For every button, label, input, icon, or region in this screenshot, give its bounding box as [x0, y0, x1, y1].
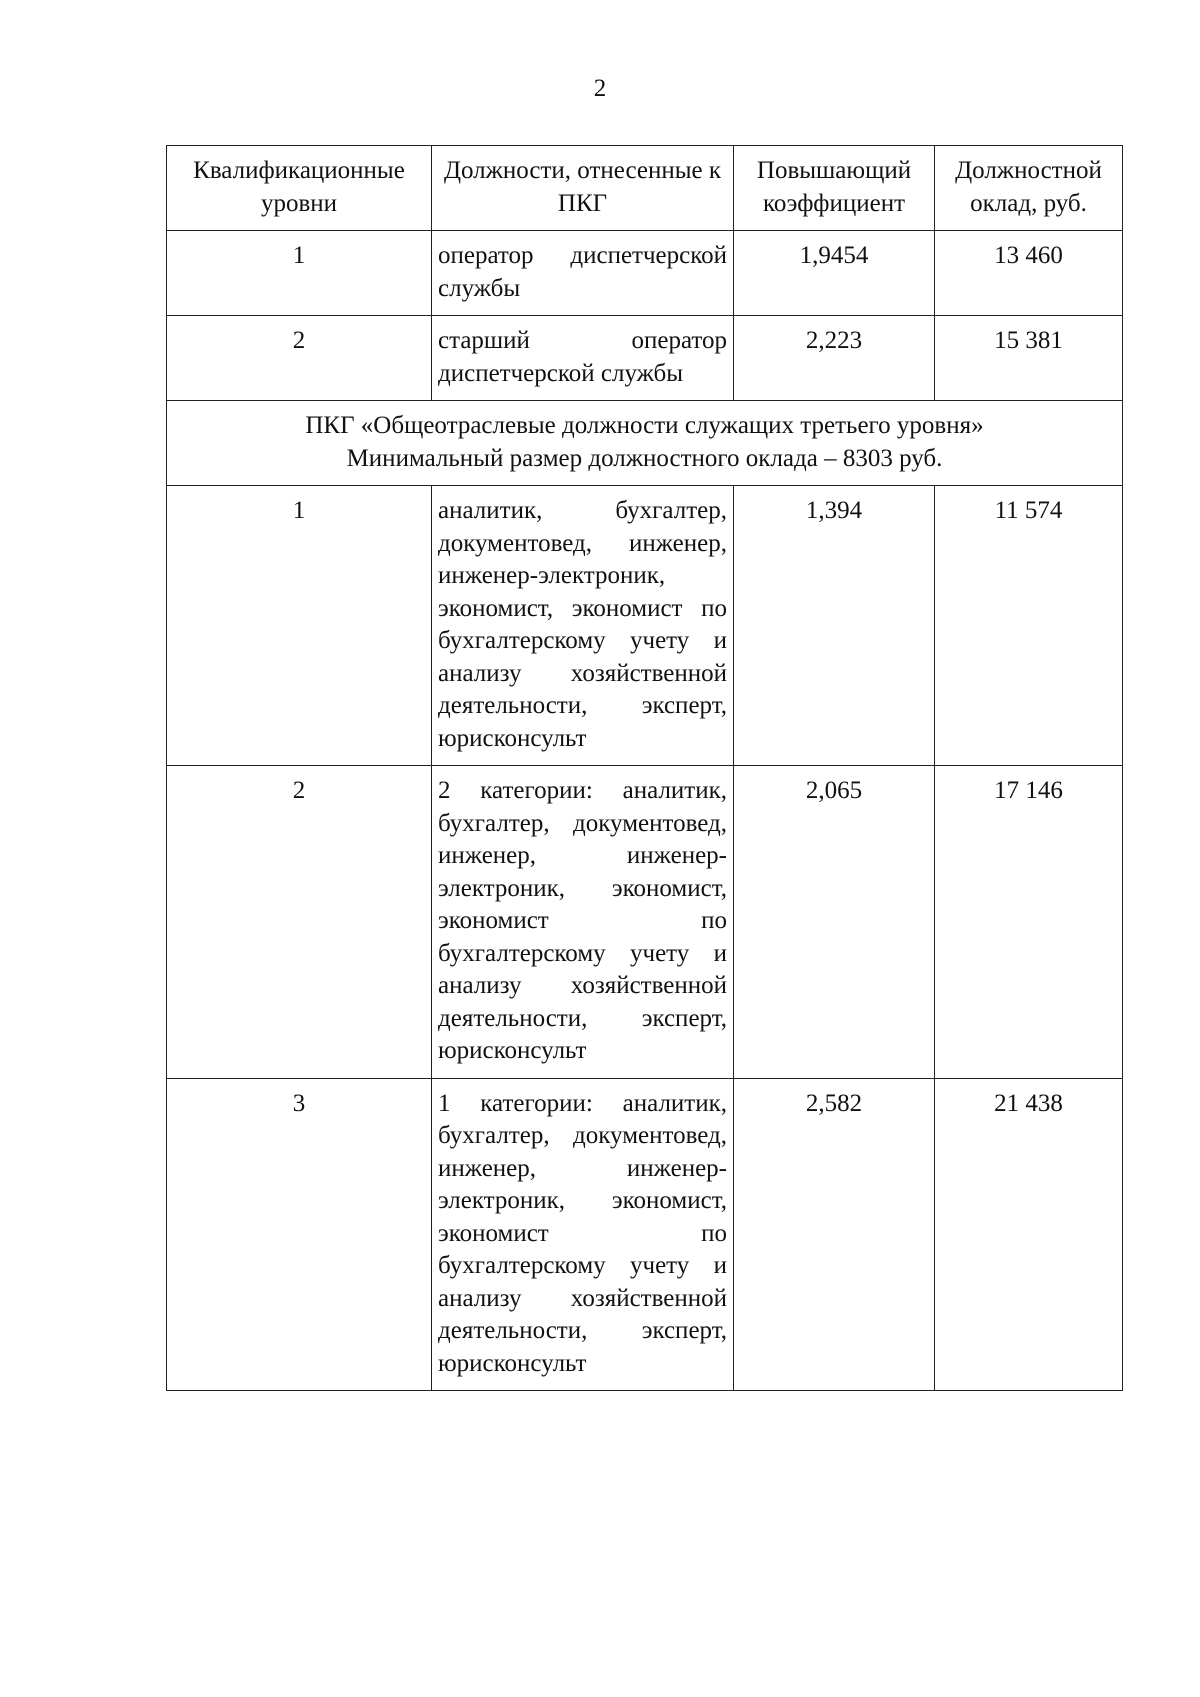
table-row	[167, 1078, 1123, 1391]
page-number: 2	[593, 75, 607, 102]
row-coefficient: 2,065	[734, 766, 935, 1079]
table-row	[167, 231, 1123, 316]
row-positions: 1 категории: аналитик, бухгалтер, документовед, инженер, инженер-электроник, экономист, экономист по бухгалтерскому учету и анализу хозяйственной деятельности, эксперт, юрисконсульт	[432, 1078, 734, 1391]
row-salary: 13 460	[935, 231, 1123, 316]
row-level: 1	[167, 231, 432, 316]
salary-table	[166, 145, 1123, 1391]
row-level: 3	[167, 1078, 432, 1391]
row-salary: 15 381	[935, 316, 1123, 401]
row-positions: оператор диспетчерской службы	[432, 231, 734, 316]
header-salary: Должностной оклад, руб.	[935, 146, 1123, 231]
row-salary: 17 146	[935, 766, 1123, 1079]
row-coefficient: 2,223	[734, 316, 935, 401]
row-positions: аналитик, бухгалтер, документовед, инженер, инженер-электроник, экономист, экономист по бухгалтерскому учету и анализу хозяйственной деятельности, эксперт, юрисконсульт	[432, 486, 734, 766]
row-salary: 11 574	[935, 486, 1123, 766]
row-coefficient: 1,9454	[734, 231, 935, 316]
table-header-row	[167, 146, 1123, 231]
header-coefficient: Повышающий коэффициент	[734, 146, 935, 231]
row-level: 1	[167, 486, 432, 766]
row-level: 2	[167, 766, 432, 1079]
row-coefficient: 2,582	[734, 1078, 935, 1391]
group-header-cell	[167, 401, 1123, 486]
table-row	[167, 766, 1123, 1079]
group-min-salary: Минимальный размер должностного оклада – 8303 руб.	[346, 444, 943, 472]
header-levels: Квалификационные уровни	[167, 146, 432, 231]
group-header-row	[167, 401, 1123, 486]
row-level: 2	[167, 316, 432, 401]
row-positions: старший оператор диспетчерской службы	[432, 316, 734, 401]
group-title: ПКГ «Общеотраслевые должности служащих третьего уровня»	[305, 412, 984, 439]
row-coefficient: 1,394	[734, 486, 935, 766]
table-row	[167, 486, 1123, 766]
row-salary: 21 438	[935, 1078, 1123, 1391]
table-row	[167, 316, 1123, 401]
header-positions: Должности, отнесенные к ПКГ	[432, 146, 734, 231]
row-positions: 2 категории: аналитик, бухгалтер, документовед, инженер, инженер-электроник, экономист, экономист по бухгалтерскому учету и анализу хозяйственной деятельности, эксперт, юрисконсульт	[432, 766, 734, 1079]
